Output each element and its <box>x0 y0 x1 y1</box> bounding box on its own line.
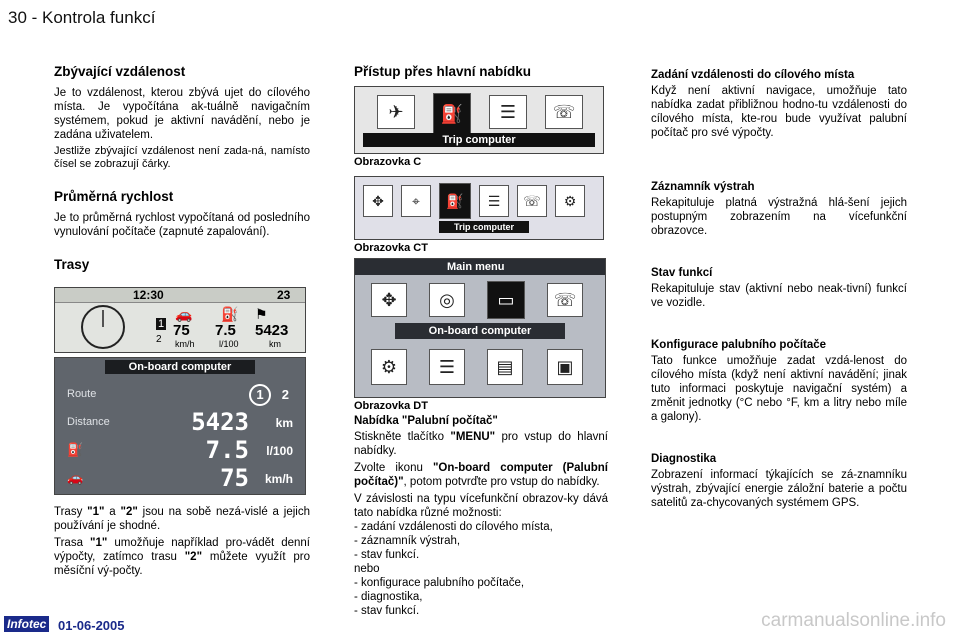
fuel-icon: ⛽ <box>67 442 84 457</box>
lcd-unit-speed: km/h <box>175 339 195 349</box>
text: , potom potvrďte pro vstup do nabídky. <box>403 476 600 488</box>
paragraph: Tato funkce umožňuje zadat vzdá-lenost do cílového místa (když není aktivní navádění; jinak tuto informaci poskytuje navigační systém) a změnit jednotky (°C nebo °F, km a litry nebo míle a galony). <box>651 355 907 423</box>
text-strong: "2" <box>184 551 203 563</box>
screen-ct <box>354 176 604 240</box>
paragraph <box>354 430 608 458</box>
text-strong: "On-board computer (Palubní počítač)" <box>354 462 609 488</box>
paragraph: V závislosti na typu vícefunkční obrazov-ky dává tato nabídka různé možnosti: <box>354 493 608 519</box>
lcd-value-speed: 75 <box>173 322 190 339</box>
footer-date: 01-06-2005 <box>58 618 125 633</box>
caption-screen-ct: Obrazovka CT <box>354 242 428 254</box>
screen-ct-banner: Trip computer <box>439 221 529 233</box>
caption-screen-dt: Obrazovka DT <box>354 400 428 412</box>
list-item: - zadání vzdálenosti do cílového místa, <box>354 520 608 534</box>
flag-icon: ⚑ <box>255 306 268 322</box>
section-title-average-speed: Průměrná rychlost <box>54 189 174 204</box>
onboard-row-consumption <box>63 436 297 464</box>
text-strong: "MENU" <box>450 431 496 443</box>
text: umožňuje například pro-vádět denní výpočty, zatímco trasu <box>54 537 310 563</box>
text: Stiskněte tlačítko <box>354 431 451 443</box>
section-title-alert-log: Záznamník výstrah <box>651 181 755 193</box>
section-title-destination-distance: Zadání vzdálenosti do cílového místa <box>651 69 855 81</box>
watermark: carmanualsonline.info <box>761 610 946 631</box>
row-label: Distance <box>67 416 110 428</box>
text: Zvolte ikonu <box>354 462 433 474</box>
text-strong: "2" <box>120 506 138 518</box>
onboard-row-distance <box>63 408 297 436</box>
paragraph: Zobrazení informací týkajících se zá-znamníku výstrah, zbývající energie záložní baterie a počtu satelitů za-chycovaných systémem GPS. <box>651 469 907 509</box>
car-icon: 🚗 <box>67 470 84 485</box>
map-icon: ⌖ <box>401 185 431 217</box>
text: a <box>104 506 121 518</box>
text-nebo: nebo <box>354 563 380 575</box>
footer-logo: Infotec <box>4 616 49 632</box>
row-unit: km/h <box>264 472 293 486</box>
row-unit: l/100 <box>266 444 293 458</box>
list-item: - stav funkcí. <box>354 604 608 618</box>
paragraph: Rekapituluje stav (aktivní nebo neak-tivní) funkcí ve vozidle. <box>651 283 907 309</box>
onboard-row-speed <box>63 464 297 492</box>
section-title-remaining-distance: Zbývající vzdálenost <box>54 64 186 79</box>
paragraph: Rekapituluje platná výstražná hlá-šení jejich postupným zobrazením na vícefunkční obrazovce. <box>651 197 907 237</box>
text: Trasy <box>54 506 88 518</box>
lcd-unit-distance: km <box>269 339 281 349</box>
section-title-diagnostics: Diagnostika <box>651 453 717 465</box>
paragraph <box>354 461 608 489</box>
trip-computer-icon: ⛽ <box>433 93 471 135</box>
equalizer-icon: ☰ <box>429 349 465 385</box>
car-icon: 🚗 <box>175 306 193 322</box>
paragraph-trips-1 <box>54 505 310 533</box>
navigation-icon: ✥ <box>363 185 393 217</box>
fuel-icon: ⛽ <box>221 306 239 322</box>
text: jsou na sobě nezá-vislé a jejich používání je shodné. <box>54 506 310 532</box>
phone-icon: ☏ <box>517 185 547 217</box>
row-label: Route <box>67 388 97 400</box>
paragraph: Když není aktivní navigace, umožňuje tato nabídka zadat přibližnou hodno-tu vzdálenosti do cílového místa, kte-rou bude využívat palubní počítač pro své výpočty. <box>651 85 907 139</box>
lcd-value-distance: 5423 <box>255 322 289 339</box>
route-other: 2 <box>281 387 289 402</box>
screen-c <box>354 86 604 154</box>
section-title-main-menu: Přístup přes hlavní nabídku <box>354 64 532 79</box>
lcd-value-consumption: 7.5 <box>215 322 236 339</box>
text: Trasa <box>54 537 91 549</box>
clock-dial-icon <box>59 304 147 350</box>
screen-dt-title: Main menu <box>355 259 606 275</box>
video-icon: ▣ <box>547 349 583 385</box>
list-item: - stav funkcí. <box>354 548 608 562</box>
navigation-icon: ✈ <box>377 95 415 129</box>
screen-trip-lcd <box>54 287 306 353</box>
phone-icon: ☏ <box>545 95 583 129</box>
caption-screen-c: Obrazovka C <box>354 156 422 168</box>
lcd-unit-consumption: l/100 <box>219 339 239 349</box>
lcd-trip-number: 1 <box>158 318 165 330</box>
page-header: 30 - Kontrola funkcí <box>8 8 156 27</box>
navigation-icon: ✥ <box>371 283 407 317</box>
equalizer-icon: ☰ <box>489 95 527 129</box>
row-unit: km <box>275 416 293 430</box>
map-icon: ▤ <box>487 349 523 385</box>
column-middle <box>354 64 608 618</box>
lcd-trip-number-2: 2 <box>156 334 162 345</box>
section-title-computer-config: Konfigurace palubního počítače <box>651 339 827 351</box>
options-list-2 <box>354 576 608 618</box>
phone-icon: ☏ <box>547 283 583 317</box>
row-value: 5423 <box>191 408 249 436</box>
options-list-1 <box>354 520 608 562</box>
section-title-onboard-menu: Nabídka "Palubní počítač" <box>354 415 498 427</box>
row-value: 7.5 <box>205 436 249 464</box>
lcd-temp: 23 <box>277 288 291 302</box>
column-left <box>54 64 310 581</box>
equalizer-icon: ☰ <box>479 185 509 217</box>
trip-computer-icon: ▭ <box>487 281 525 319</box>
screen-dt-banner: On-board computer <box>395 323 565 339</box>
paragraph: Jestliže zbývající vzdálenost není zada-ná, namísto čísel se zobrazují čárky. <box>54 145 310 170</box>
row-value: 75 <box>220 464 249 492</box>
paragraph: Je to průměrná rychlost vypočítaná od posledního vynulování počítače (zapnuté zapalování). <box>54 212 310 238</box>
onboard-row-route <box>63 380 297 408</box>
onboard-title: On-board computer <box>105 360 255 374</box>
column-right <box>651 68 907 513</box>
text: pro vstup do hlavní nabídky. <box>354 431 608 457</box>
lcd-topbar <box>55 288 305 303</box>
section-title-function-status: Stav funkcí <box>651 267 713 279</box>
screen-dt <box>354 258 606 398</box>
list-item: - záznamník výstrah, <box>354 534 608 548</box>
paragraph: Je to vzdálenost, kterou zbývá ujet do cílového místa. Je vypočítána ak-tuálně navigačním systémem, pokud je aktivní navádění, nebo je zadána uživatelem. <box>54 87 310 141</box>
settings-icon: ⚙ <box>371 349 407 385</box>
screen-c-banner: Trip computer <box>363 133 595 147</box>
paragraph-trips-2 <box>54 536 310 578</box>
audio-icon: ◎ <box>429 283 465 317</box>
trip-computer-icon: ⛽ <box>439 183 471 219</box>
screen-onboard-computer <box>54 357 306 495</box>
section-title-trips: Trasy <box>54 257 90 272</box>
route-selected: 1 <box>249 384 271 406</box>
list-item: - diagnostika, <box>354 590 608 604</box>
text-strong: "1" <box>87 506 105 518</box>
lcd-time: 12:30 <box>133 288 164 302</box>
text: můžete využít pro měsíční vý-počty. <box>54 551 310 577</box>
settings-icon: ⚙ <box>555 185 585 217</box>
text-strong: "1" <box>90 537 108 549</box>
list-item: - konfigurace palubního počítače, <box>354 576 608 590</box>
